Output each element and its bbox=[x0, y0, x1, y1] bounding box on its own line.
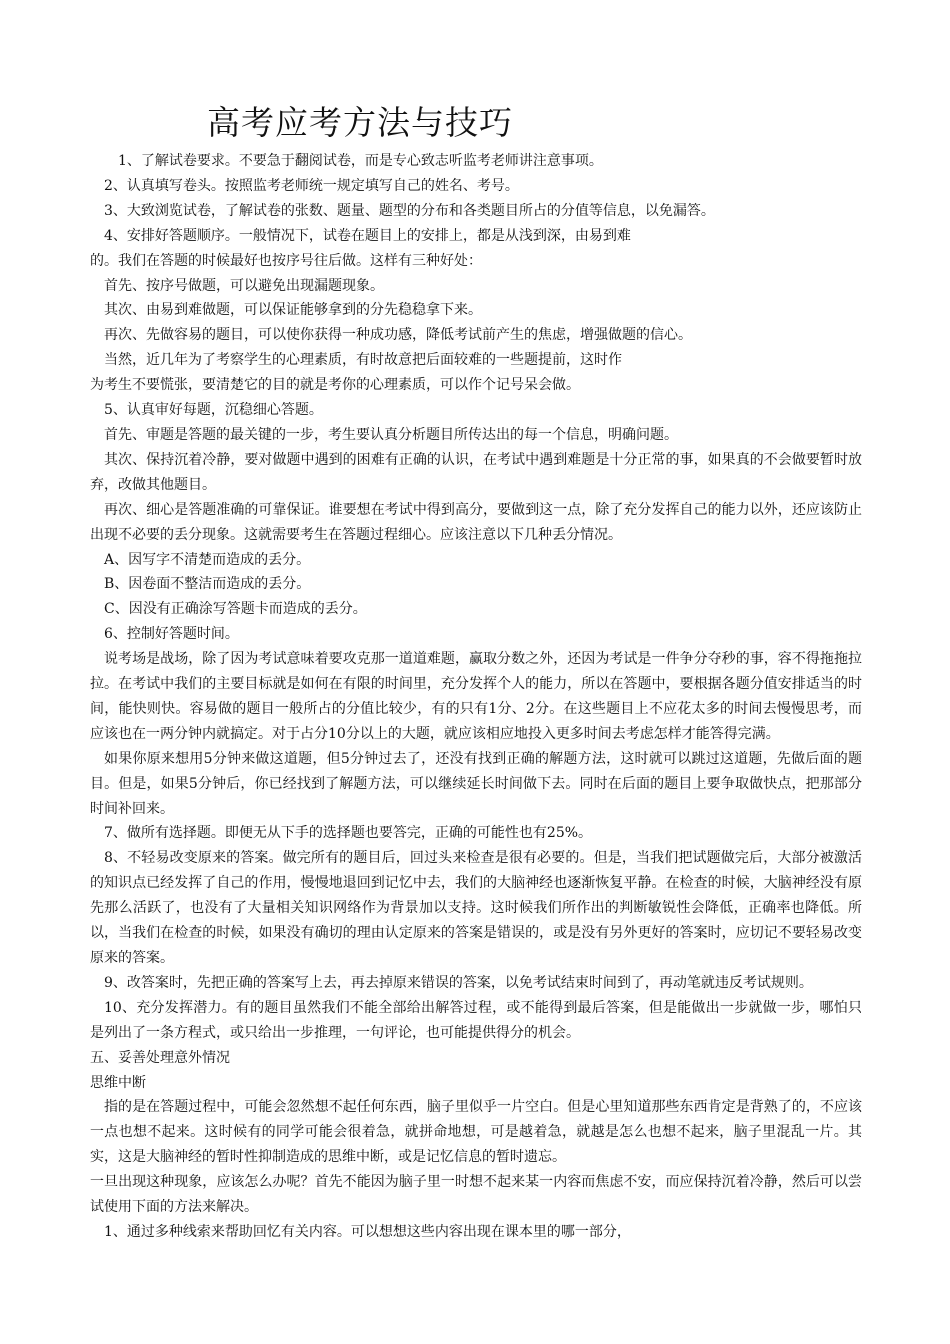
section-heading: 五、妥善处理意外情况 bbox=[90, 1049, 230, 1066]
paragraph: 5、认真审好每题，沉稳细心答题。 bbox=[104, 402, 323, 419]
paragraph: 9、改答案时，先把正确的答案写上去，再去掉原来错误的答案，以免考试结束时间到了，再动笔就违反考试规则。 bbox=[104, 974, 813, 991]
paragraph: 6、控制好答题时间。 bbox=[104, 626, 239, 643]
paragraph: 2、认真填写卷头。按照监考老师统一规定填写自己的姓名、考号。 bbox=[104, 177, 519, 194]
paragraph: 10、充分发挥潜力。有的题目虽然我们不能全部给出解答过程，或不能得到最后答案，但是能做出一步就做一步，哪怕只是列出了一条方程式，或只给出一步推理，一句评论，也可能提供得分的机会。 bbox=[90, 999, 862, 1041]
paragraph: 再次、先做容易的题目，可以使你获得一种成功感，降低考试前产生的焦虑，增强做题的信心。 bbox=[104, 327, 692, 344]
paragraph: 3、大致浏览试卷，了解试卷的张数、题量、题型的分布和各类题目所占的分值等信息，以免漏答。 bbox=[104, 202, 715, 219]
paragraph: B、因卷面不整洁而造成的丢分。 bbox=[104, 576, 311, 593]
paragraph: 首先、审题是答题的最关键的一步，考生要认真分析题目所传达出的每一个信息，明确问题。 bbox=[104, 426, 678, 443]
paragraph: 首先、按序号做题，可以避免出现漏题现象。 bbox=[104, 277, 384, 294]
paragraph: 其次、保持沉着冷静，要对做题中遇到的困难有正确的认识，在考试中遇到难题是十分正常的事，如果真的不会做要暂时放弃，改做其他题目。 bbox=[90, 451, 862, 493]
paragraph: 1、通过多种线索来帮助回忆有关内容。可以想想这些内容出现在课本里的哪一部分， bbox=[104, 1223, 631, 1240]
paragraph: 为考生不要慌张，要清楚它的目的就是考你的心理素质，可以作个记号呆会做。 bbox=[90, 377, 580, 394]
document-body bbox=[90, 149, 862, 1245]
paragraph: 再次、细心是答题准确的可靠保证。谁要想在考试中得到高分，要做到这一点，除了充分发挥自己的能力以外，还应该防止出现不必要的丢分现象。这就需要考生在答题过程细心。应该注意以下几种丢分情况。 bbox=[90, 501, 862, 543]
paragraph: 其次、由易到难做题，可以保证能够拿到的分先稳稳拿下来。 bbox=[104, 302, 482, 319]
paragraph: A、因写字不清楚而造成的丢分。 bbox=[104, 551, 311, 568]
paragraph: 指的是在答题过程中，可能会忽然想不起任何东西，脑子里似乎一片空白。但是心里知道那些东西肯定是背熟了的，不应该一点也想不起来。这时候有的同学可能会很着急，就拼命地想，可是越着急，就越是怎么也想不起来，脑子里混乱一片。其实，这是大脑神经的暂时性抑制造成的思维中断，或是记忆信息的暂时遗忘。 bbox=[90, 1099, 862, 1166]
paragraph: 1、了解试卷要求。不要急于翻阅试卷，而是专心致志听监考老师讲注意事项。 bbox=[118, 153, 603, 169]
paragraph: 说考场是战场，除了因为考试意味着要攻克那一道道难题，赢取分数之外，还因为考试是一件争分夺秒的事，容不得拖拖拉拉。在考试中我们的主要目标就是如何在有限的时间里，充分发挥个人的能力，所以在答题中，要根据各题分值安排适当的时间，能快则快。容易做的题目一般所占的分值比较少，有的只有1分、2分。在这些题目上不应花太多的时间去慢慢思考，而应该也在一两分钟内就搞定。对于占分10分以上的大题，就应该相应地投入更多时间去考虑怎样才能答得完满。 bbox=[90, 651, 862, 742]
subsection-heading: 思维中断 bbox=[90, 1074, 146, 1091]
paragraph: C、因没有正确涂写答题卡而造成的丢分。 bbox=[104, 601, 367, 618]
paragraph: 的。我们在答题的时候最好也按序号往后做。这样有三种好处： bbox=[90, 252, 482, 269]
paragraph: 如果你原来想用5分钟来做这道题，但5分钟过去了，还没有找到正确的解题方法，这时就可以跳过这道题，先做后面的题目。但是，如果5分钟后，你已经找到了解题方法，可以继续延长时间做下去。同时在后面的题目上要争取做快点，把那部分时间补回来。 bbox=[90, 750, 862, 817]
document-title: 高考应考方法与技巧 bbox=[207, 103, 513, 142]
paragraph: 当然，近几年为了考察学生的心理素质，有时故意把后面较难的一些题提前，这时作 bbox=[104, 352, 622, 369]
paragraph: 8、不轻易改变原来的答案。做完所有的题目后，回过头来检查是很有必要的。但是，当我们把试题做完后，大部分被激活的知识点已经发挥了自己的作用，慢慢地退回到记忆中去，我们的大脑神经也逐渐恢复平静。在检查的时候，大脑神经没有原先那么活跃了，也没有了大量相关知识网络作为背景加以支持。这时候我们所作出的判断敏锐性会降低，正确率也降低。所以，当我们在检查的时候，如果没有确切的理由认定原来的答案是错误的，或是没有另外更好的答案时，应切记不要轻易改变原来的答案。 bbox=[90, 850, 862, 966]
paragraph: 7、做所有选择题。即便无从下手的选择题也要答完，正确的可能性也有25%。 bbox=[104, 825, 593, 842]
paragraph: 4、安排好答题顺序。一般情况下，试卷在题目上的安排上，都是从浅到深，由易到难 bbox=[104, 227, 631, 244]
paragraph: 一旦出现这种现象，应该怎么办呢？首先不能因为脑子里一时想不起来某一内容而焦虑不安，而应保持沉着冷静，然后可以尝试使用下面的方法来解决。 bbox=[90, 1174, 862, 1216]
